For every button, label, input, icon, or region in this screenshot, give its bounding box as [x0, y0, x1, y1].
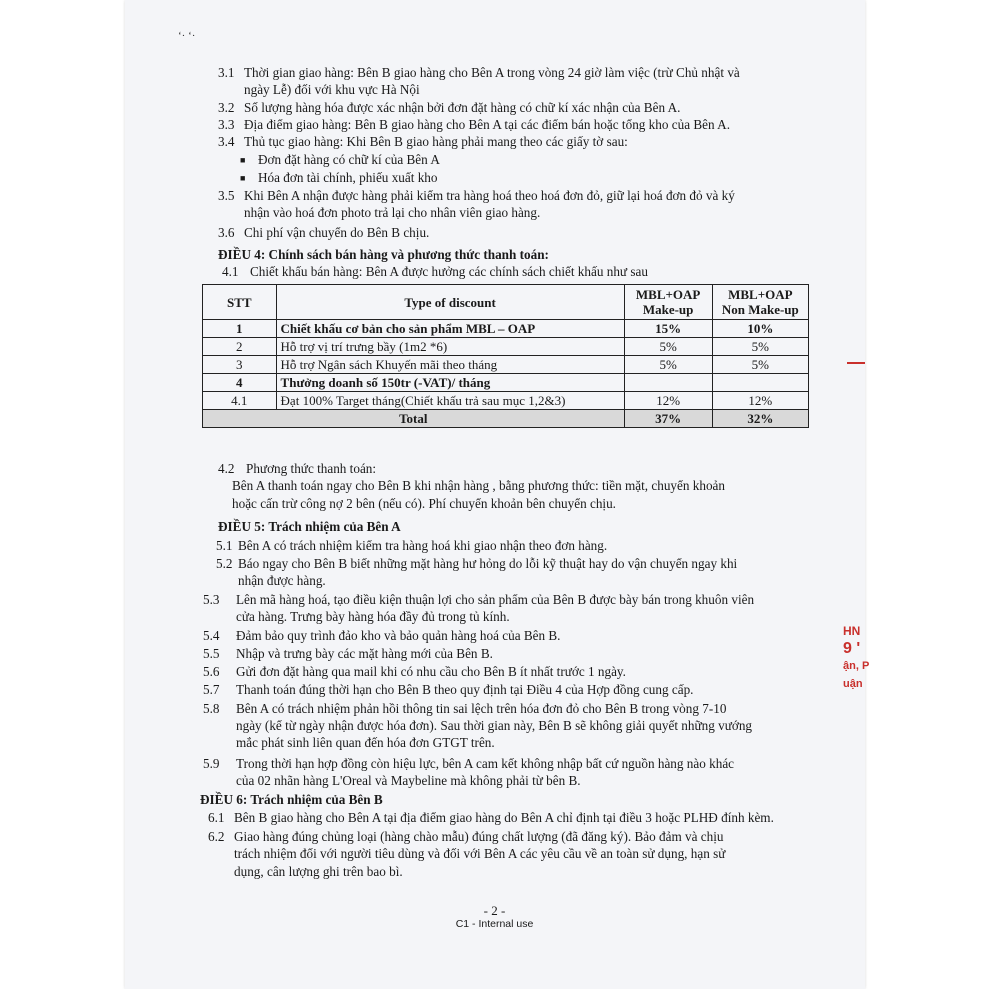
item-text: Thanh toán đúng thời hạn cho Bên B theo quy định tại Điều 4 của Hợp đồng cung cấp.: [236, 682, 694, 697]
cell-type: Hỗ trợ Ngân sách Khuyến mãi theo tháng: [276, 356, 624, 374]
item-num: 3.1: [218, 65, 235, 80]
cell-nonmakeup: [712, 374, 808, 392]
cell-nonmakeup: 5%: [712, 356, 808, 374]
cell-type: Chiết khấu cơ bản cho sản phẩm MBL – OAP: [276, 320, 624, 338]
cell-stt: 4: [203, 374, 277, 392]
total-label: Total: [203, 410, 625, 428]
table-row: [203, 392, 809, 410]
bullet-text: Đơn đặt hàng có chữ kí của Bên A: [258, 152, 440, 167]
item-num: 4.1: [222, 264, 239, 279]
item-text: Bên A có trách nhiệm phản hồi thông tin sai lệch trên hóa đơn đỏ cho Bên B trong vòng 7-10: [236, 701, 727, 716]
bullet-icon: ■: [240, 173, 246, 183]
item-num: 5.9: [203, 756, 220, 771]
table-header-row: [203, 285, 809, 320]
item-text: Giao hàng đúng chủng loại (hàng chào mẫu) đúng chất lượng (đã đăng ký). Bảo đảm và chịu: [234, 829, 724, 844]
item-num: 6.2: [208, 829, 225, 844]
stamp-text: 9 ': [843, 640, 861, 657]
stamp-text: uận: [843, 678, 863, 690]
item-text: dụng, cân lượng ghi trên bao bì.: [234, 864, 403, 879]
item-text: Đảm bảo quy trình đảo kho và bảo quản hàng hoá của Bên B.: [236, 628, 561, 643]
cell-makeup: [624, 374, 712, 392]
discount-table: [202, 284, 809, 428]
item-text: mắc phát sinh liên quan đến hóa đơn GTGT trên.: [236, 735, 495, 750]
cell-makeup: 12%: [624, 392, 712, 410]
table-row: [203, 374, 809, 392]
total-nonmakeup: 32%: [712, 410, 808, 428]
item-num: 5.6: [203, 664, 220, 679]
table-row: [203, 356, 809, 374]
item-num: 5.4: [203, 628, 220, 643]
item-text: Trong thời hạn hợp đồng còn hiệu lực, bên A cam kết không nhập bất cứ nguồn hàng nào khác: [236, 756, 735, 771]
cell-nonmakeup: 10%: [712, 320, 808, 338]
cell-type: Hỗ trợ vị trí trưng bầy (1m2 *6): [276, 338, 624, 356]
item-text: cửa hàng. Trưng bày hàng hóa đầy đủ trong tủ kính.: [236, 609, 510, 624]
cell-makeup: 5%: [624, 338, 712, 356]
item-text: Địa điểm giao hàng: Bên B giao hàng cho Bên A tại các điểm bán hoặc tổng kho của Bên A.: [244, 117, 730, 132]
cell-type: Thưởng doanh số 150tr (-VAT)/ tháng: [276, 374, 624, 392]
item-text: nhận được hàng.: [238, 573, 326, 588]
item-text: Khi Bên A nhận được hàng phải kiểm tra hàng hoá theo hoá đơn đỏ, giữ lại hoá đơn đỏ và ký: [244, 188, 735, 203]
item-text: Phương thức thanh toán:: [246, 461, 377, 476]
item-text: Bên A có trách nhiệm kiểm tra hàng hoá khi giao nhận theo đơn hàng.: [238, 538, 608, 553]
item-text: ngày (kể từ ngày nhận được hóa đơn). Sau thời gian này, Bên B sẽ không giải quyết những vướng: [236, 718, 753, 733]
scan-marks: ‘· ‘·: [178, 30, 196, 42]
item-num: 3.3: [218, 117, 235, 132]
bullet-icon: ■: [240, 155, 246, 165]
item-num: 5.5: [203, 646, 220, 661]
item-num: 3.5: [218, 188, 235, 203]
item-text: Lên mã hàng hoá, tạo điều kiện thuận lợi cho sản phẩm của Bên B được bày bán trong khuôn viên: [236, 592, 755, 607]
cell-stt: 1: [203, 320, 277, 338]
cell-makeup: 15%: [624, 320, 712, 338]
total-makeup: 37%: [624, 410, 712, 428]
item-text: Chi phí vận chuyển do Bên B chịu.: [244, 225, 430, 240]
stamp-text: ận, P: [843, 660, 870, 672]
item-text: hoặc cấn trừ công nợ 2 bên (nếu có). Phí chuyển khoản bên chuyển chịu.: [232, 496, 616, 511]
cell-makeup: 5%: [624, 356, 712, 374]
cell-stt: 4.1: [203, 392, 277, 410]
classification-label: C1 - Internal use: [455, 918, 534, 930]
item-text: Báo ngay cho Bên B biết những mặt hàng hư hỏng do lỗi kỹ thuật hay do vận chuyển ngay khi: [238, 556, 738, 571]
item-text: của 02 nhãn hàng L'Oreal và Maybeline mà không phải từ bên B.: [236, 773, 581, 788]
item-num: 5.2: [216, 556, 233, 571]
cell-nonmakeup: 5%: [712, 338, 808, 356]
item-num: 5.3: [203, 592, 220, 607]
cell-stt: 3: [203, 356, 277, 374]
cell-stt: 2: [203, 338, 277, 356]
item-num: 5.1: [216, 538, 233, 553]
item-text: Thủ tục giao hàng: Khi Bên B giao hàng phải mang theo các giấy tờ sau:: [244, 134, 628, 149]
section-title: ĐIỀU 4: Chính sách bán hàng và phương thức thanh toán:: [218, 247, 549, 262]
item-text: Nhập và trưng bày các mặt hàng mới của Bên B.: [236, 646, 493, 661]
item-text: Gửi đơn đặt hàng qua mail khi có nhu cầu cho Bên B ít nhất trước 1 ngày.: [236, 664, 626, 679]
bullet-text: Hóa đơn tài chính, phiếu xuất kho: [258, 170, 438, 185]
table-row: [203, 338, 809, 356]
header-makeup: MBL+OAP Make-up: [624, 285, 712, 320]
item-num: 3.4: [218, 134, 235, 149]
item-text: Thời gian giao hàng: Bên B giao hàng cho Bên A trong vòng 24 giờ làm việc (trừ Chủ nhật và: [244, 65, 740, 80]
cell-type: Đạt 100% Target tháng(Chiết khấu trả sau mục 1,2&3): [276, 392, 624, 410]
item-num: 5.7: [203, 682, 220, 697]
table-total-row: [203, 410, 809, 428]
cell-nonmakeup: 12%: [712, 392, 808, 410]
item-text: Số lượng hàng hóa được xác nhận bởi đơn đặt hàng có chữ kí xác nhận của Bên A.: [244, 100, 681, 115]
item-num: 4.2: [218, 461, 235, 476]
item-text: Chiết khấu bán hàng: Bên A được hưởng các chính sách chiết khấu như sau: [250, 264, 648, 279]
table-row: [203, 320, 809, 338]
item-text: trách nhiệm đối với người tiêu dùng và đối với Bên A các yêu cầu về an toàn sử dụng, hạn sử: [234, 846, 726, 861]
item-text: nhận vào hoá đơn photo trả lại cho nhân viên giao hàng.: [244, 205, 541, 220]
section-title: ĐIỀU 6: Trách nhiệm của Bên B: [200, 792, 383, 807]
item-num: 6.1: [208, 810, 225, 825]
item-num: 3.2: [218, 100, 235, 115]
item-text: Bên B giao hàng cho Bên A tại địa điểm giao hàng do Bên A chỉ định tại điều 3 hoặc PLHĐ đính kèm.: [234, 810, 774, 825]
header-stt: STT: [203, 285, 277, 320]
item-num: 3.6: [218, 225, 235, 240]
header-nonmakeup: MBL+OAP Non Make-up: [712, 285, 808, 320]
section-title: ĐIỀU 5: Trách nhiệm của Bên A: [218, 519, 401, 534]
header-type: Type of discount: [276, 285, 624, 320]
item-num: 5.8: [203, 701, 220, 716]
item-text: Bên A thanh toán ngay cho Bên B khi nhận hàng , bằng phương thức: tiền mặt, chuyển khoản: [232, 478, 725, 493]
page-number: - 2 -: [483, 903, 506, 918]
stamp-text: HN: [843, 624, 861, 638]
stamp-line: [847, 362, 865, 364]
item-text: ngày Lễ) đối với khu vực Hà Nội: [244, 82, 420, 97]
